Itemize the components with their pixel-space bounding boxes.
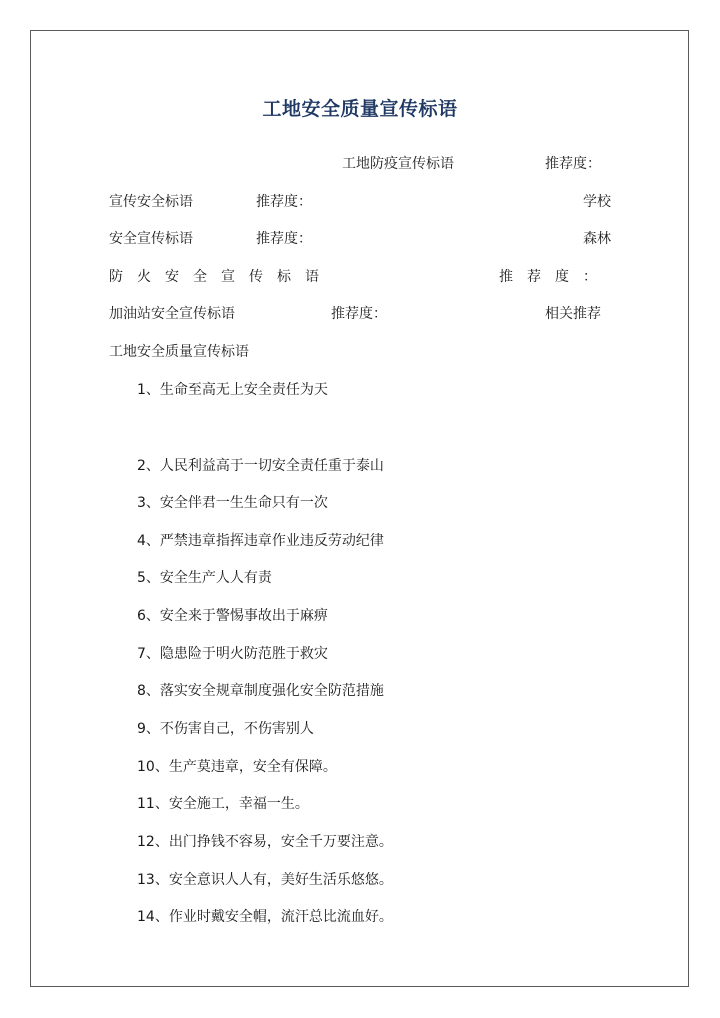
recommend-label: 推荐度：	[499, 269, 611, 285]
recommend-label: 推荐度：	[256, 231, 312, 247]
recommend-label: 推荐度：	[256, 194, 312, 210]
list-item: 9、不伤害自己，不伤害别人	[137, 721, 314, 737]
recommend-label: 推荐度：	[331, 306, 387, 322]
list-item: 1、生命至高无上安全责任为天	[137, 382, 328, 398]
document-title: 工地安全质量宣传标语	[262, 98, 458, 120]
list-item: 11、安全施工，幸福一生。	[137, 796, 309, 812]
list-item: 10、生产莫违章，安全有保障。	[137, 759, 337, 775]
link-publicity-safety-slogan[interactable]: 宣传安全标语	[109, 194, 193, 210]
link-gas-station-slogan[interactable]: 加油站安全宣传标语	[109, 306, 235, 322]
link-fire-safety-slogan[interactable]: 防火安全宣传标语	[109, 269, 333, 285]
list-item: 8、落实安全规章制度强化安全防范措施	[137, 683, 384, 699]
link-forest[interactable]: 森林	[583, 231, 611, 247]
link-epidemic-slogan[interactable]: 工地防疫宣传标语	[342, 156, 454, 172]
list-item: 13、安全意识人人有，美好生活乐悠悠。	[137, 872, 393, 888]
list-item: 4、严禁违章指挥违章作业违反劳动纪律	[137, 533, 384, 549]
list-item: 5、安全生产人人有责	[137, 570, 272, 586]
list-item: 2、人民利益高于一切安全责任重于泰山	[137, 458, 384, 474]
list-item: 3、安全伴君一生生命只有一次	[137, 495, 328, 511]
link-school[interactable]: 学校	[583, 194, 611, 210]
list-item: 7、隐患险于明火防范胜于救灾	[137, 646, 328, 662]
list-item: 6、安全来于警惕事故出于麻痹	[137, 608, 328, 624]
related-recommend[interactable]: 相关推荐	[545, 306, 601, 322]
list-item: 14、作业时戴安全帽，流汗总比流血好。	[137, 909, 393, 925]
list-item: 12、出门挣钱不容易，安全千万要注意。	[137, 834, 393, 850]
section-title: 工地安全质量宣传标语	[109, 344, 249, 360]
link-safety-publicity-slogan[interactable]: 安全宣传标语	[109, 231, 193, 247]
recommend-label: 推荐度：	[545, 156, 601, 172]
